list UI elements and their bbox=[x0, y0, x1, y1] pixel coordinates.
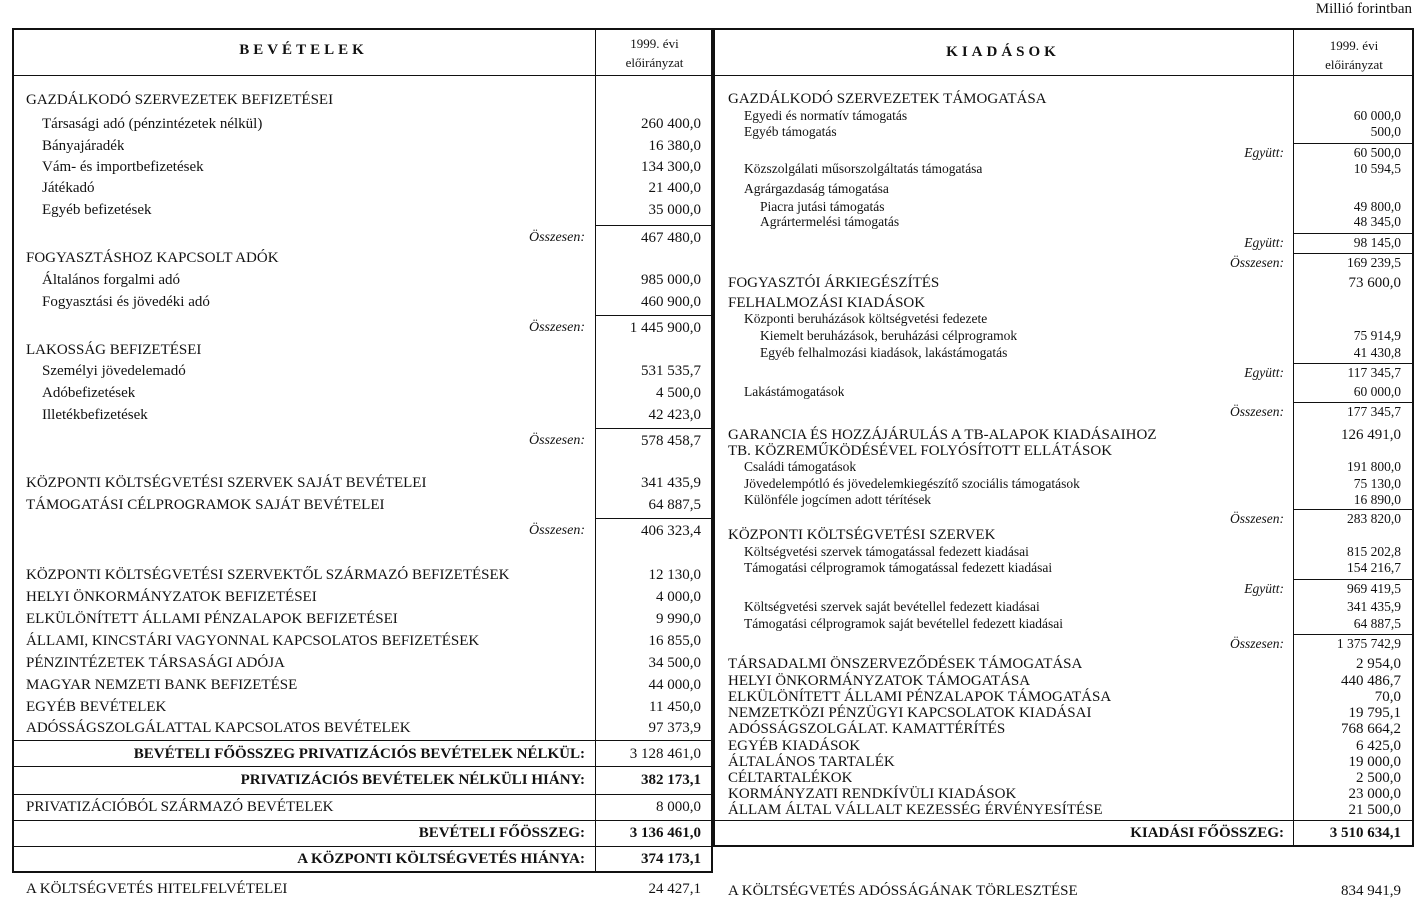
expense-row-label: Egyéb támogatás bbox=[744, 124, 837, 139]
revenue-row bbox=[26, 248, 701, 268]
revenue-row-label: Fogyasztási és jövedéki adó bbox=[42, 294, 210, 310]
revenue-row bbox=[26, 114, 701, 134]
expense-row-label: Lakástámogatások bbox=[744, 384, 845, 399]
revenue-summary-row-value: 382 173,1 bbox=[641, 772, 701, 788]
expense-row-value: 768 664,2 bbox=[1341, 721, 1401, 737]
revenue-row bbox=[26, 200, 701, 220]
expense-subtotal-row bbox=[728, 253, 1401, 273]
expense-row-value: 60 000,0 bbox=[1353, 384, 1401, 399]
expense-subtotal-row-value: 60 500,0 bbox=[1353, 145, 1401, 160]
deficit-row-label: A KÖZPONTI KÖLTSÉGVETÉS HIÁNYA: bbox=[297, 851, 585, 867]
expense-row bbox=[728, 558, 1401, 578]
revenue-subtotal-row-value: 467 480,0 bbox=[641, 230, 701, 246]
expense-subtotal-row bbox=[728, 363, 1401, 383]
expense-subtotal-row-label: Összesen: bbox=[1230, 404, 1284, 419]
revenue-row-label: KÖZPONTI KÖLTSÉGVETÉSI SZERVEK SAJÁT BEVÉTELEI bbox=[26, 475, 427, 491]
revenue-row bbox=[26, 136, 701, 156]
expense-row-label: FELHALMOZÁSI KIADÁSOK bbox=[728, 295, 926, 311]
revenue-row-label: Egyéb befizetések bbox=[42, 202, 152, 218]
expense-row-value: 126 491,0 bbox=[1341, 427, 1401, 443]
revenue-row bbox=[26, 270, 701, 290]
expense-row-value: 23 000,0 bbox=[1348, 786, 1401, 802]
expense-row-value: 19 795,1 bbox=[1348, 705, 1401, 721]
expense-row-label: KÖZPONTI KÖLTSÉGVETÉSI SZERVEK bbox=[728, 527, 996, 543]
revenue-subtotal-row-label: Összesen: bbox=[529, 230, 585, 245]
revenue-row bbox=[26, 405, 701, 425]
revenue-row-value: 134 300,0 bbox=[641, 159, 701, 175]
expense-row-label: ADÓSSÁGSZOLGÁLAT. KAMATTÉRÍTÉS bbox=[728, 721, 1006, 737]
revenue-subtotal-row-value: 406 323,4 bbox=[641, 523, 701, 539]
revenue-subtotal-row-value: 1 445 900,0 bbox=[629, 320, 701, 336]
expense-row bbox=[728, 159, 1401, 179]
expense-row-value: 64 887,5 bbox=[1353, 616, 1401, 631]
expense-row-label: Agrártermelési támogatás bbox=[760, 214, 900, 229]
revenue-row-value: 34 500,0 bbox=[648, 655, 701, 671]
expense-row-label: Családi támogatások bbox=[744, 459, 857, 474]
footer-left-row: A KÖLTSÉGVETÉS HITELFELVÉTELEI 24 427,1 bbox=[26, 881, 701, 897]
expense-row-label: Piacra jutási támogatás bbox=[760, 199, 885, 214]
expense-row bbox=[728, 122, 1401, 142]
expense-row-value: 10 594,5 bbox=[1353, 161, 1401, 176]
expense-row-label: ELKÜLÖNÍTETT ÁLLAMI PÉNZALAPOK TÁMOGATÁSA bbox=[728, 689, 1112, 705]
expense-row bbox=[728, 179, 1401, 199]
expense-row-value: 440 486,7 bbox=[1341, 673, 1401, 689]
revenue-row-label: FOGYASZTÁSHOZ KAPCSOLT ADÓK bbox=[26, 250, 279, 266]
expense-subtotal-row-value: 169 239,5 bbox=[1347, 255, 1401, 270]
revenue-row bbox=[26, 675, 701, 695]
expense-subtotal-row-value: 969 419,5 bbox=[1347, 581, 1401, 596]
deficit-row bbox=[26, 849, 701, 869]
expense-row-label: Költségvetési szervek saját bevétellel fedezett kiadásai bbox=[744, 599, 1040, 614]
expense-total-row-value: 3 510 634,1 bbox=[1329, 825, 1401, 841]
expense-row-value: 2 500,0 bbox=[1356, 770, 1401, 786]
expense-subtotal-row-value: 98 145,0 bbox=[1353, 235, 1401, 250]
expense-subtotal-row bbox=[728, 634, 1401, 654]
revenue-subtotal-row-label: Összesen: bbox=[529, 320, 585, 335]
revenue-subtotal-row-value: 578 458,7 bbox=[641, 433, 701, 449]
expense-row-label: CÉLTARTALÉKOK bbox=[728, 770, 853, 786]
expense-subtotal-row-label: Összesen: bbox=[1230, 511, 1284, 526]
expense-subtotal-row bbox=[728, 402, 1401, 422]
revenue-row-value: 97 373,9 bbox=[648, 720, 701, 736]
revenue-row bbox=[26, 718, 701, 738]
revenue-row bbox=[26, 90, 701, 110]
revenue-row bbox=[26, 653, 701, 673]
expense-row-label: ÁLLAM ÁLTAL VÁLLALT KEZESSÉG ÉRVÉNYESÍTÉSE bbox=[728, 802, 1103, 818]
expense-row-label: KORMÁNYZATI RENDKÍVÜLI KIADÁSOK bbox=[728, 786, 1017, 802]
revenue-row-value: 11 450,0 bbox=[649, 699, 701, 715]
revenue-row-value: 12 130,0 bbox=[648, 567, 701, 583]
revenue-row-label: Játékadó bbox=[42, 180, 95, 196]
revenue-row bbox=[26, 361, 701, 381]
revenue-row-value: 9 990,0 bbox=[656, 611, 701, 627]
expense-row-label: Agrárgazdaság támogatása bbox=[744, 181, 889, 196]
expense-row-label: Egyedi és normatív támogatás bbox=[744, 108, 908, 123]
revenue-row-label: ÁLLAMI, KINCSTÁRI VAGYONNAL KAPCSOLATOS BEFIZETÉSEK bbox=[26, 633, 480, 649]
revenue-row-value: 42 423,0 bbox=[648, 407, 701, 423]
expense-row bbox=[728, 343, 1401, 363]
revenue-row-label: EGYÉB BEVÉTELEK bbox=[26, 699, 167, 715]
expense-row-label: GARANCIA ÉS HOZZÁJÁRULÁS A TB-ALAPOK KIADÁSAIHOZ bbox=[728, 427, 1157, 443]
expense-row-value: 500,0 bbox=[1370, 124, 1401, 139]
expense-header: KIADÁSOK bbox=[946, 44, 1060, 60]
revenue-row-label: TÁMOGATÁSI CÉLPROGRAMOK SAJÁT BEVÉTELEI bbox=[26, 497, 385, 513]
revenue-row-label: Társasági adó (pénzintézetek nélkül) bbox=[42, 116, 263, 132]
revenue-row-label: Adóbefizetések bbox=[42, 385, 136, 401]
expense-total-row bbox=[728, 823, 1401, 843]
revenue-subtotal-row bbox=[26, 228, 701, 248]
revenue-summary-row bbox=[26, 823, 701, 843]
expense-row-label: Támogatási célprogramok támogatással fedezett kiadásai bbox=[744, 560, 1053, 575]
expense-row-value: 49 800,0 bbox=[1353, 199, 1401, 214]
revenue-row-value: 4 000,0 bbox=[656, 589, 701, 605]
revenue-row-value: 460 900,0 bbox=[641, 294, 701, 310]
expense-row-label: Jövedelempótló és jövedelemkiegészítő szociális támogatások bbox=[744, 476, 1080, 491]
expense-row-label: Különféle jogcímen adott térítések bbox=[744, 492, 932, 507]
revenue-row bbox=[26, 495, 701, 515]
unit-label: Millió forintban bbox=[1315, 1, 1412, 17]
revenue-row-label: GAZDÁLKODÓ SZERVEZETEK BEFIZETÉSEI bbox=[26, 92, 334, 108]
revenue-summary-row bbox=[26, 744, 701, 764]
expense-row-value: 21 500,0 bbox=[1348, 802, 1401, 818]
revenue-row-label: Általános forgalmi adó bbox=[42, 272, 181, 288]
expense-row-value: 60 000,0 bbox=[1353, 108, 1401, 123]
expense-row-value: 2 954,0 bbox=[1356, 656, 1401, 672]
revenue-summary-row-value: 3 128 461,0 bbox=[629, 746, 701, 762]
expense-row-value: 6 425,0 bbox=[1356, 738, 1401, 754]
expense-subtotal-row-label: Együtt: bbox=[1244, 365, 1284, 380]
expense-row-label: NEMZETKÖZI PÉNZÜGYI KAPCSOLATOK KIADÁSAI bbox=[728, 705, 1092, 721]
revenue-row-label: LAKOSSÁG BEFIZETÉSEI bbox=[26, 342, 202, 358]
expense-row bbox=[728, 490, 1401, 510]
revenue-summary-row-value: 8 000,0 bbox=[656, 799, 701, 815]
revenue-row bbox=[26, 609, 701, 629]
expense-row-label: EGYÉB KIADÁSOK bbox=[728, 738, 861, 754]
expense-row-label: GAZDÁLKODÓ SZERVEZETEK TÁMOGATÁSA bbox=[728, 91, 1047, 107]
revenue-row-value: 44 000,0 bbox=[648, 677, 701, 693]
revenue-row bbox=[26, 697, 701, 717]
expense-row-label: FOGYASZTÓI ÁRKIEGÉSZÍTÉS bbox=[728, 275, 940, 291]
expense-row-value: 75 914,9 bbox=[1353, 328, 1401, 343]
revenue-year-header: 1999. évi előirányzat bbox=[625, 36, 684, 70]
expense-row-value: 48 345,0 bbox=[1353, 214, 1401, 229]
revenue-row-value: 64 887,5 bbox=[648, 497, 701, 513]
revenue-row-label: Vám- és importbefizetések bbox=[42, 159, 204, 175]
revenue-summary-row-label: BEVÉTELI FŐÖSSZEG: bbox=[418, 825, 585, 841]
deficit-row-value: 374 173,1 bbox=[641, 851, 701, 867]
revenue-row-label: PÉNZINTÉZETEK TÁRSASÁGI ADÓJA bbox=[26, 655, 285, 671]
revenue-header: BEVÉTELEK bbox=[239, 42, 368, 58]
revenue-summary-row-label: BEVÉTELI FŐÖSSZEG PRIVATIZÁCIÓS BEVÉTELEK NÉLKÜL: bbox=[133, 746, 585, 762]
revenue-row-value: 21 400,0 bbox=[648, 180, 701, 196]
expense-subtotal-row-value: 283 820,0 bbox=[1347, 511, 1401, 526]
revenue-row-value: 341 435,9 bbox=[641, 475, 701, 491]
revenue-row-value: 16 380,0 bbox=[648, 138, 701, 154]
expense-subtotal-row-value: 117 345,7 bbox=[1347, 365, 1401, 380]
expense-subtotal-row-label: Összesen: bbox=[1230, 636, 1284, 651]
revenue-subtotal-row-label: Összesen: bbox=[529, 433, 585, 448]
expense-row-value: 191 800,0 bbox=[1347, 459, 1401, 474]
revenue-summary-row-label: PRIVATIZÁCIÓS BEVÉTELEK NÉLKÜLI HIÁNY: bbox=[240, 772, 585, 788]
expense-row-value: 41 430,8 bbox=[1353, 345, 1401, 360]
revenue-row-label: Illetékbefizetések bbox=[42, 407, 148, 423]
expense-subtotal-row-label: Együtt: bbox=[1244, 145, 1284, 160]
expense-row-value: 70,0 bbox=[1374, 689, 1401, 705]
revenue-subtotal-row bbox=[26, 521, 701, 541]
expense-row-value: 73 600,0 bbox=[1348, 275, 1401, 291]
expense-subtotal-row-value: 1 375 742,9 bbox=[1336, 636, 1401, 651]
expense-row-value: 75 130,0 bbox=[1353, 476, 1401, 491]
expense-row bbox=[728, 800, 1401, 820]
expense-row-label: Közszolgálati műsorszolgáltatás támogatása bbox=[744, 161, 983, 176]
expense-subtotal-row-value: 177 345,7 bbox=[1347, 404, 1401, 419]
expense-subtotal-row bbox=[728, 233, 1401, 253]
expense-row-label: Központi beruházások költségvetési fedezete bbox=[744, 311, 988, 326]
expense-subtotal-row bbox=[728, 579, 1401, 599]
expense-row-label: ÁLTALÁNOS TARTALÉK bbox=[728, 754, 895, 770]
revenue-summary-row-label: PRIVATIZÁCIÓBÓL SZÁRMAZÓ BEVÉTELEK bbox=[26, 799, 334, 815]
expense-row-label: TÁRSADALMI ÖNSZERVEZŐDÉSEK TÁMOGATÁSA bbox=[728, 656, 1083, 672]
expense-subtotal-row-label: Összesen: bbox=[1230, 255, 1284, 270]
footer-right-row: A KÖLTSÉGVETÉS ADÓSSÁGÁNAK TÖRLESZTÉSE 834 941,9 bbox=[728, 883, 1401, 899]
revenue-row-label: MAGYAR NEMZETI BANK BEFIZETÉSE bbox=[26, 677, 298, 693]
expense-row-label: Kiemelt beruházások, beruházási célprogramok bbox=[760, 328, 1018, 343]
expense-row-label: TB. KÖZREMŰKÖDÉSÉVEL FOLYÓSÍTOTT ELLÁTÁSOK bbox=[728, 443, 1113, 459]
revenue-summary-row-value: 3 136 461,0 bbox=[629, 825, 701, 841]
expense-row bbox=[728, 273, 1401, 293]
expense-row bbox=[728, 212, 1401, 232]
revenue-row bbox=[26, 565, 701, 585]
revenue-row-label: ELKÜLÖNÍTETT ÁLLAMI PÉNZALAPOK BEFIZETÉSEI bbox=[26, 611, 398, 627]
revenue-row-label: Bányajáradék bbox=[42, 138, 125, 154]
revenue-row-value: 985 000,0 bbox=[641, 272, 701, 288]
revenue-row-label: ADÓSSÁGSZOLGÁLATTAL KAPCSOLATOS BEVÉTELEK bbox=[26, 720, 411, 736]
expense-row bbox=[728, 382, 1401, 402]
revenue-row-value: 531 535,7 bbox=[641, 363, 701, 379]
revenue-row bbox=[26, 340, 701, 360]
revenue-row-value: 260 400,0 bbox=[641, 116, 701, 132]
expense-year-header: 1999. évi előirányzat bbox=[1325, 38, 1383, 72]
revenue-row-label: KÖZPONTI KÖLTSÉGVETÉSI SZERVEKTŐL SZÁRMAZÓ BEFIZETÉSEK bbox=[26, 567, 510, 583]
expense-row-value: 19 000,0 bbox=[1348, 754, 1401, 770]
expense-row-label: Támogatási célprogramok saját bevétellel fedezett kiadásai bbox=[744, 616, 1063, 631]
expense-total-row-label: KIADÁSI FŐÖSSZEG: bbox=[1130, 825, 1284, 841]
revenue-row bbox=[26, 473, 701, 493]
expense-row-value: 341 435,9 bbox=[1347, 599, 1401, 614]
revenue-row bbox=[26, 631, 701, 651]
expense-row-value: 815 202,8 bbox=[1347, 544, 1401, 559]
expense-row-value: 154 216,7 bbox=[1347, 560, 1401, 575]
revenue-row bbox=[26, 383, 701, 403]
revenue-row-value: 35 000,0 bbox=[648, 202, 701, 218]
expense-row-label: HELYI ÖNKORMÁNYZATOK TÁMOGATÁSA bbox=[728, 673, 1031, 689]
revenue-row bbox=[26, 157, 701, 177]
revenue-row bbox=[26, 292, 701, 312]
revenue-row-value: 16 855,0 bbox=[648, 633, 701, 649]
expense-row-value: 16 890,0 bbox=[1353, 492, 1401, 507]
revenue-row-label: Személyi jövedelemadó bbox=[42, 363, 186, 379]
revenue-row bbox=[26, 587, 701, 607]
revenue-row bbox=[26, 178, 701, 198]
expense-subtotal-row-label: Együtt: bbox=[1244, 235, 1284, 250]
revenue-subtotal-row-label: Összesen: bbox=[529, 523, 585, 538]
expense-row-label: Egyéb felhalmozási kiadások, lakástámogatás bbox=[760, 345, 1008, 360]
revenue-subtotal-row bbox=[26, 431, 701, 451]
revenue-row-label: HELYI ÖNKORMÁNYZATOK BEFIZETÉSEI bbox=[26, 589, 317, 605]
revenue-summary-row bbox=[26, 797, 701, 817]
revenue-subtotal-row bbox=[26, 318, 701, 338]
revenue-summary-row bbox=[26, 770, 701, 790]
expense-row-label: Költségvetési szervek támogatással fedezett kiadásai bbox=[744, 544, 1029, 559]
revenue-row-value: 4 500,0 bbox=[656, 385, 701, 401]
expense-row bbox=[728, 614, 1401, 634]
expense-subtotal-row-label: Együtt: bbox=[1244, 581, 1284, 596]
